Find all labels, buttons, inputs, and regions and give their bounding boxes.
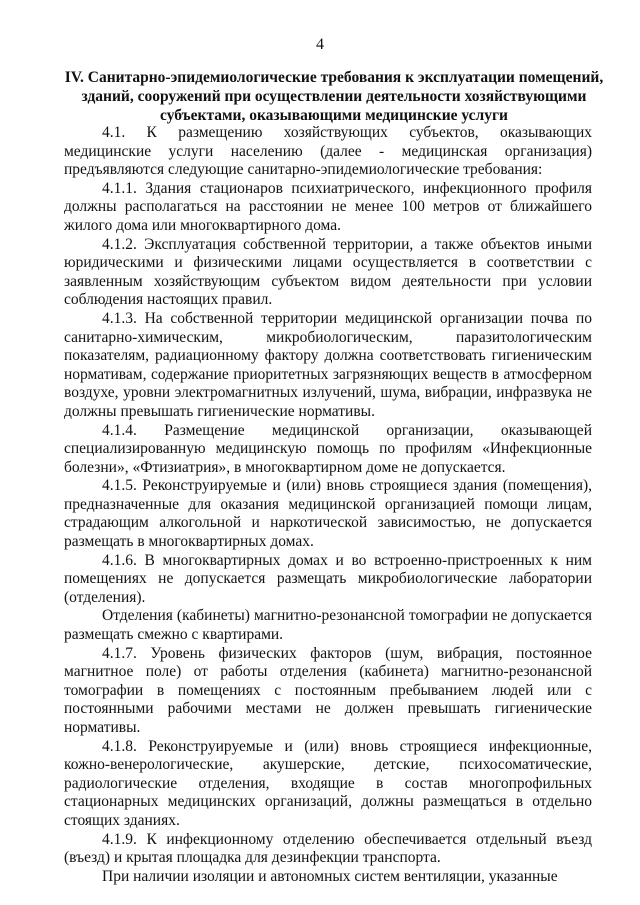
- paragraph-isolation: При наличии изоляции и автономных систем вентиляции, указанные: [102, 867, 558, 885]
- paragraph-4-1-9: 4.1.9. К инфекционному отделению обеспечивается отдельный въезд (въезд) и крытая площадка для дезинфекции транспорта.: [64, 830, 592, 867]
- section-heading: IV. Санитарно-эпидемиологические требования к эксплуатации помещений, зданий, сооружений при осуществлении деятельности хозяйствующими субъектами, оказывающими медицинские услуги: [64, 69, 604, 124]
- paragraph-4-1: 4.1. К размещению хозяйствующих субъектов, оказывающих медицинские услуги населению (далее - медицинская организация) предъявляются следующие санитарно-эпидемиологические требования:: [64, 124, 592, 179]
- paragraph-4-1-7: 4.1.7. Уровень физических факторов (шум, вибрация, постоянное магнитное поле) от работы отделения (кабинета) магнитно-резонансной томографии в помещениях с постоянным пребыванием людей или с постоянными рабочими местами не должен превышать гигиенические нормативы.: [64, 644, 592, 736]
- paragraph-4-1-4: 4.1.4. Размещение медицинской организации, оказывающей специализированную медицинскую помощь по профилям «Инфекционные болезни», «Фтизиатрия», в многоквартирном доме не допускается.: [64, 421, 592, 476]
- paragraph-4-1-5: 4.1.5. Реконструируемые и (или) вновь строящиеся здания (помещения), предназначенные для оказания медицинской организацией помощи лицам, страдающим алкогольной и наркотической зависимостью, не допускается размещать в многоквартирных домах.: [64, 477, 592, 551]
- paragraph-4-1-1: 4.1.1. Здания стационаров психиатрического, инфекционного профиля должны располагаться на расстоянии не менее 100 метров от ближайшего жилого дома или многоквартирного дома.: [64, 179, 592, 234]
- paragraph-4-1-8: 4.1.8. Реконструируемые и (или) вновь строящиеся инфекционные, кожно-венерологические, акушерские, детские, психосоматические, радиологические отделения, входящие в состав многопрофильных стационарных медицинских организаций, должны размещаться в отдельно стоящих зданиях.: [64, 737, 592, 829]
- page-number: 4: [316, 36, 324, 53]
- paragraph-mri-rooms: Отделения (кабинеты) магнитно-резонансной томографии не допускается размещать смежно с квартирами.: [64, 607, 592, 644]
- document-body: [64, 124, 592, 886]
- paragraph-4-1-2: 4.1.2. Эксплуатация собственной территории, а также объектов иными юридическими и физическими лицами осуществляется в соответствии с заявленным хозяйствующим субъектом видом деятельности при условии соблюдения настоящих правил.: [64, 235, 592, 309]
- paragraph-4-1-3: 4.1.3. На собственной территории медицинской организации почва по санитарно-химическим, микробиологическим, паразитологическим показателям, радиационному фактору должна соответствовать гигиеническим нормативам, содержание приоритетных загрязняющих веществ в атмосферном воздухе, уровни электромагнитных излучений, шума, вибрации, инфразвука не должны превышать гигиенические нормативы.: [64, 309, 592, 420]
- paragraph-4-1-6: 4.1.6. В многоквартирных домах и во встроенно-пристроенных к ним помещениях не допускается размещать микробиологические лаборатории (отделения).: [64, 551, 592, 606]
